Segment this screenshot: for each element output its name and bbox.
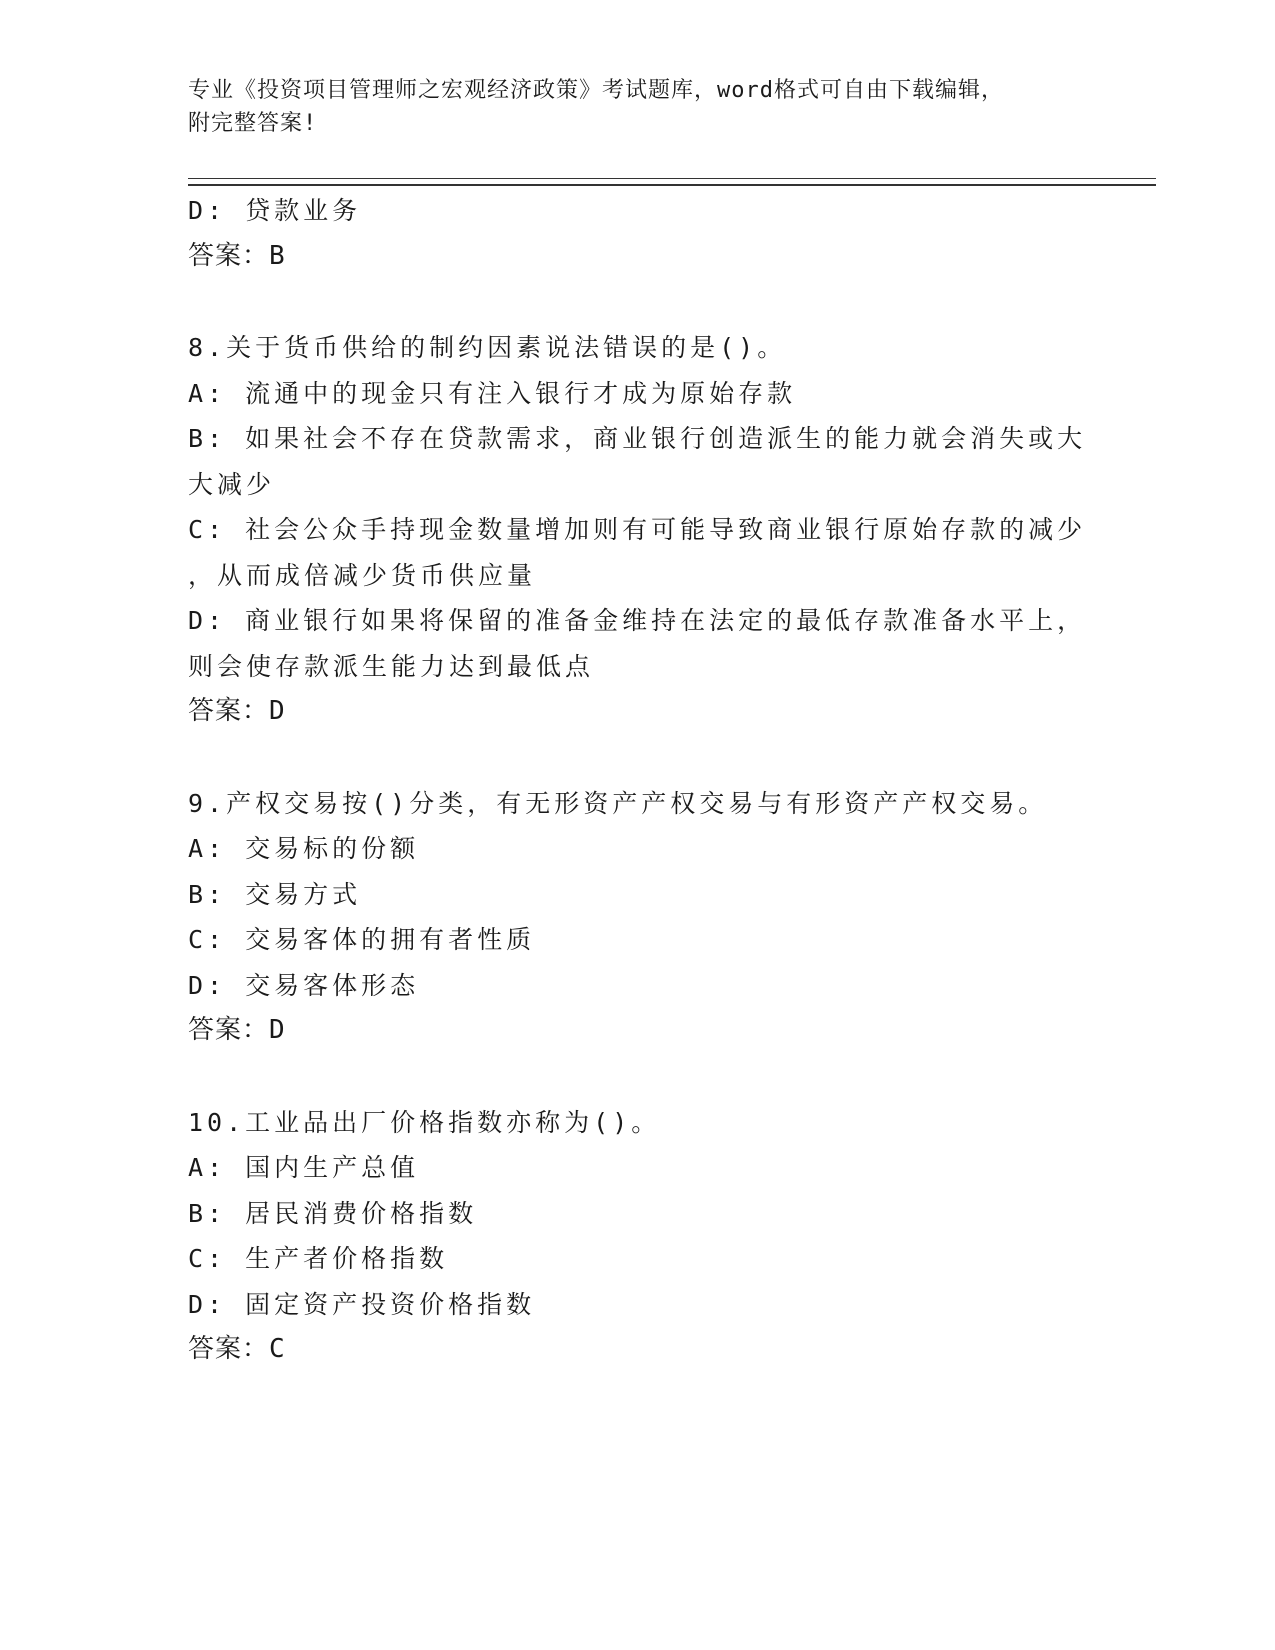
answer-label: 答案： — [188, 1015, 270, 1045]
option-c: C: 生产者价格指数 — [188, 1244, 449, 1273]
question-stem: 8.关于货币供给的制约因素说法错误的是()。 — [188, 333, 787, 362]
prev-question-tail — [188, 188, 1068, 279]
answer-label: 答案： — [188, 1334, 270, 1364]
answer-value: C — [269, 1334, 286, 1364]
answer-value: D — [269, 696, 286, 726]
question-10 — [188, 1100, 1068, 1373]
spacer — [188, 279, 1068, 325]
question-list — [188, 188, 1087, 1373]
question-9 — [188, 781, 1068, 1054]
header-divider — [188, 178, 1156, 186]
answer-line — [188, 1008, 1068, 1054]
option-b: B: 交易方式 — [188, 879, 362, 909]
question-stem: 9.产权交易按()分类，有无形资产产权交易与有形资产产权交易。 — [188, 788, 1048, 818]
header-line-2: 附完整答案! — [188, 111, 318, 136]
option-a: A: 国内生产总值 — [188, 1153, 420, 1182]
option-d: D: 交易客体形态 — [188, 970, 420, 1000]
header-line-1: 专业《投资项目管理师之宏观经济政策》考试题库，word格式可自由下载编辑， — [188, 78, 1004, 103]
spacer — [188, 1054, 1068, 1100]
answer-value: D — [269, 1015, 286, 1045]
answer-label: 答案： — [188, 696, 270, 726]
option-c-line-1: C: 社会公众手持现金数量增加则有可能导致商业银行原始存款的减少 — [188, 515, 1087, 544]
option-d-line-1: D: 商业银行如果将保留的准备金维持在法定的最低存款准备水平上， — [188, 606, 1087, 635]
option-d-line-2: 则会使存款派生能力达到最低点 — [188, 651, 595, 681]
option-b: B: 居民消费价格指数 — [188, 1198, 478, 1228]
question-8 — [188, 325, 1087, 735]
option-a: A: 流通中的现金只有注入银行才成为原始存款 — [188, 378, 797, 408]
option-c: C: 交易客体的拥有者性质 — [188, 925, 536, 954]
answer-line — [188, 689, 1068, 735]
option-c-line-2: ，从而成倍减少货币供应量 — [188, 560, 537, 590]
option-d: D: 固定资产投资价格指数 — [188, 1289, 536, 1319]
question-stem: 10.工业品出厂价格指数亦称为()。 — [188, 1107, 661, 1137]
spacer — [188, 735, 1068, 781]
option-d: D: 贷款业务 — [188, 196, 362, 225]
option-b-line-1: B: 如果社会不存在贷款需求，商业银行创造派生的能力就会消失或大 — [188, 424, 1087, 453]
page-header — [188, 74, 1068, 140]
option-b-line-2: 大减少 — [188, 469, 276, 499]
answer-line — [188, 1327, 1068, 1373]
option-a: A: 交易标的份额 — [188, 834, 420, 863]
answer-label: 答案： — [188, 240, 270, 271]
answer-line — [188, 234, 1068, 280]
answer-value: B — [269, 240, 286, 271]
